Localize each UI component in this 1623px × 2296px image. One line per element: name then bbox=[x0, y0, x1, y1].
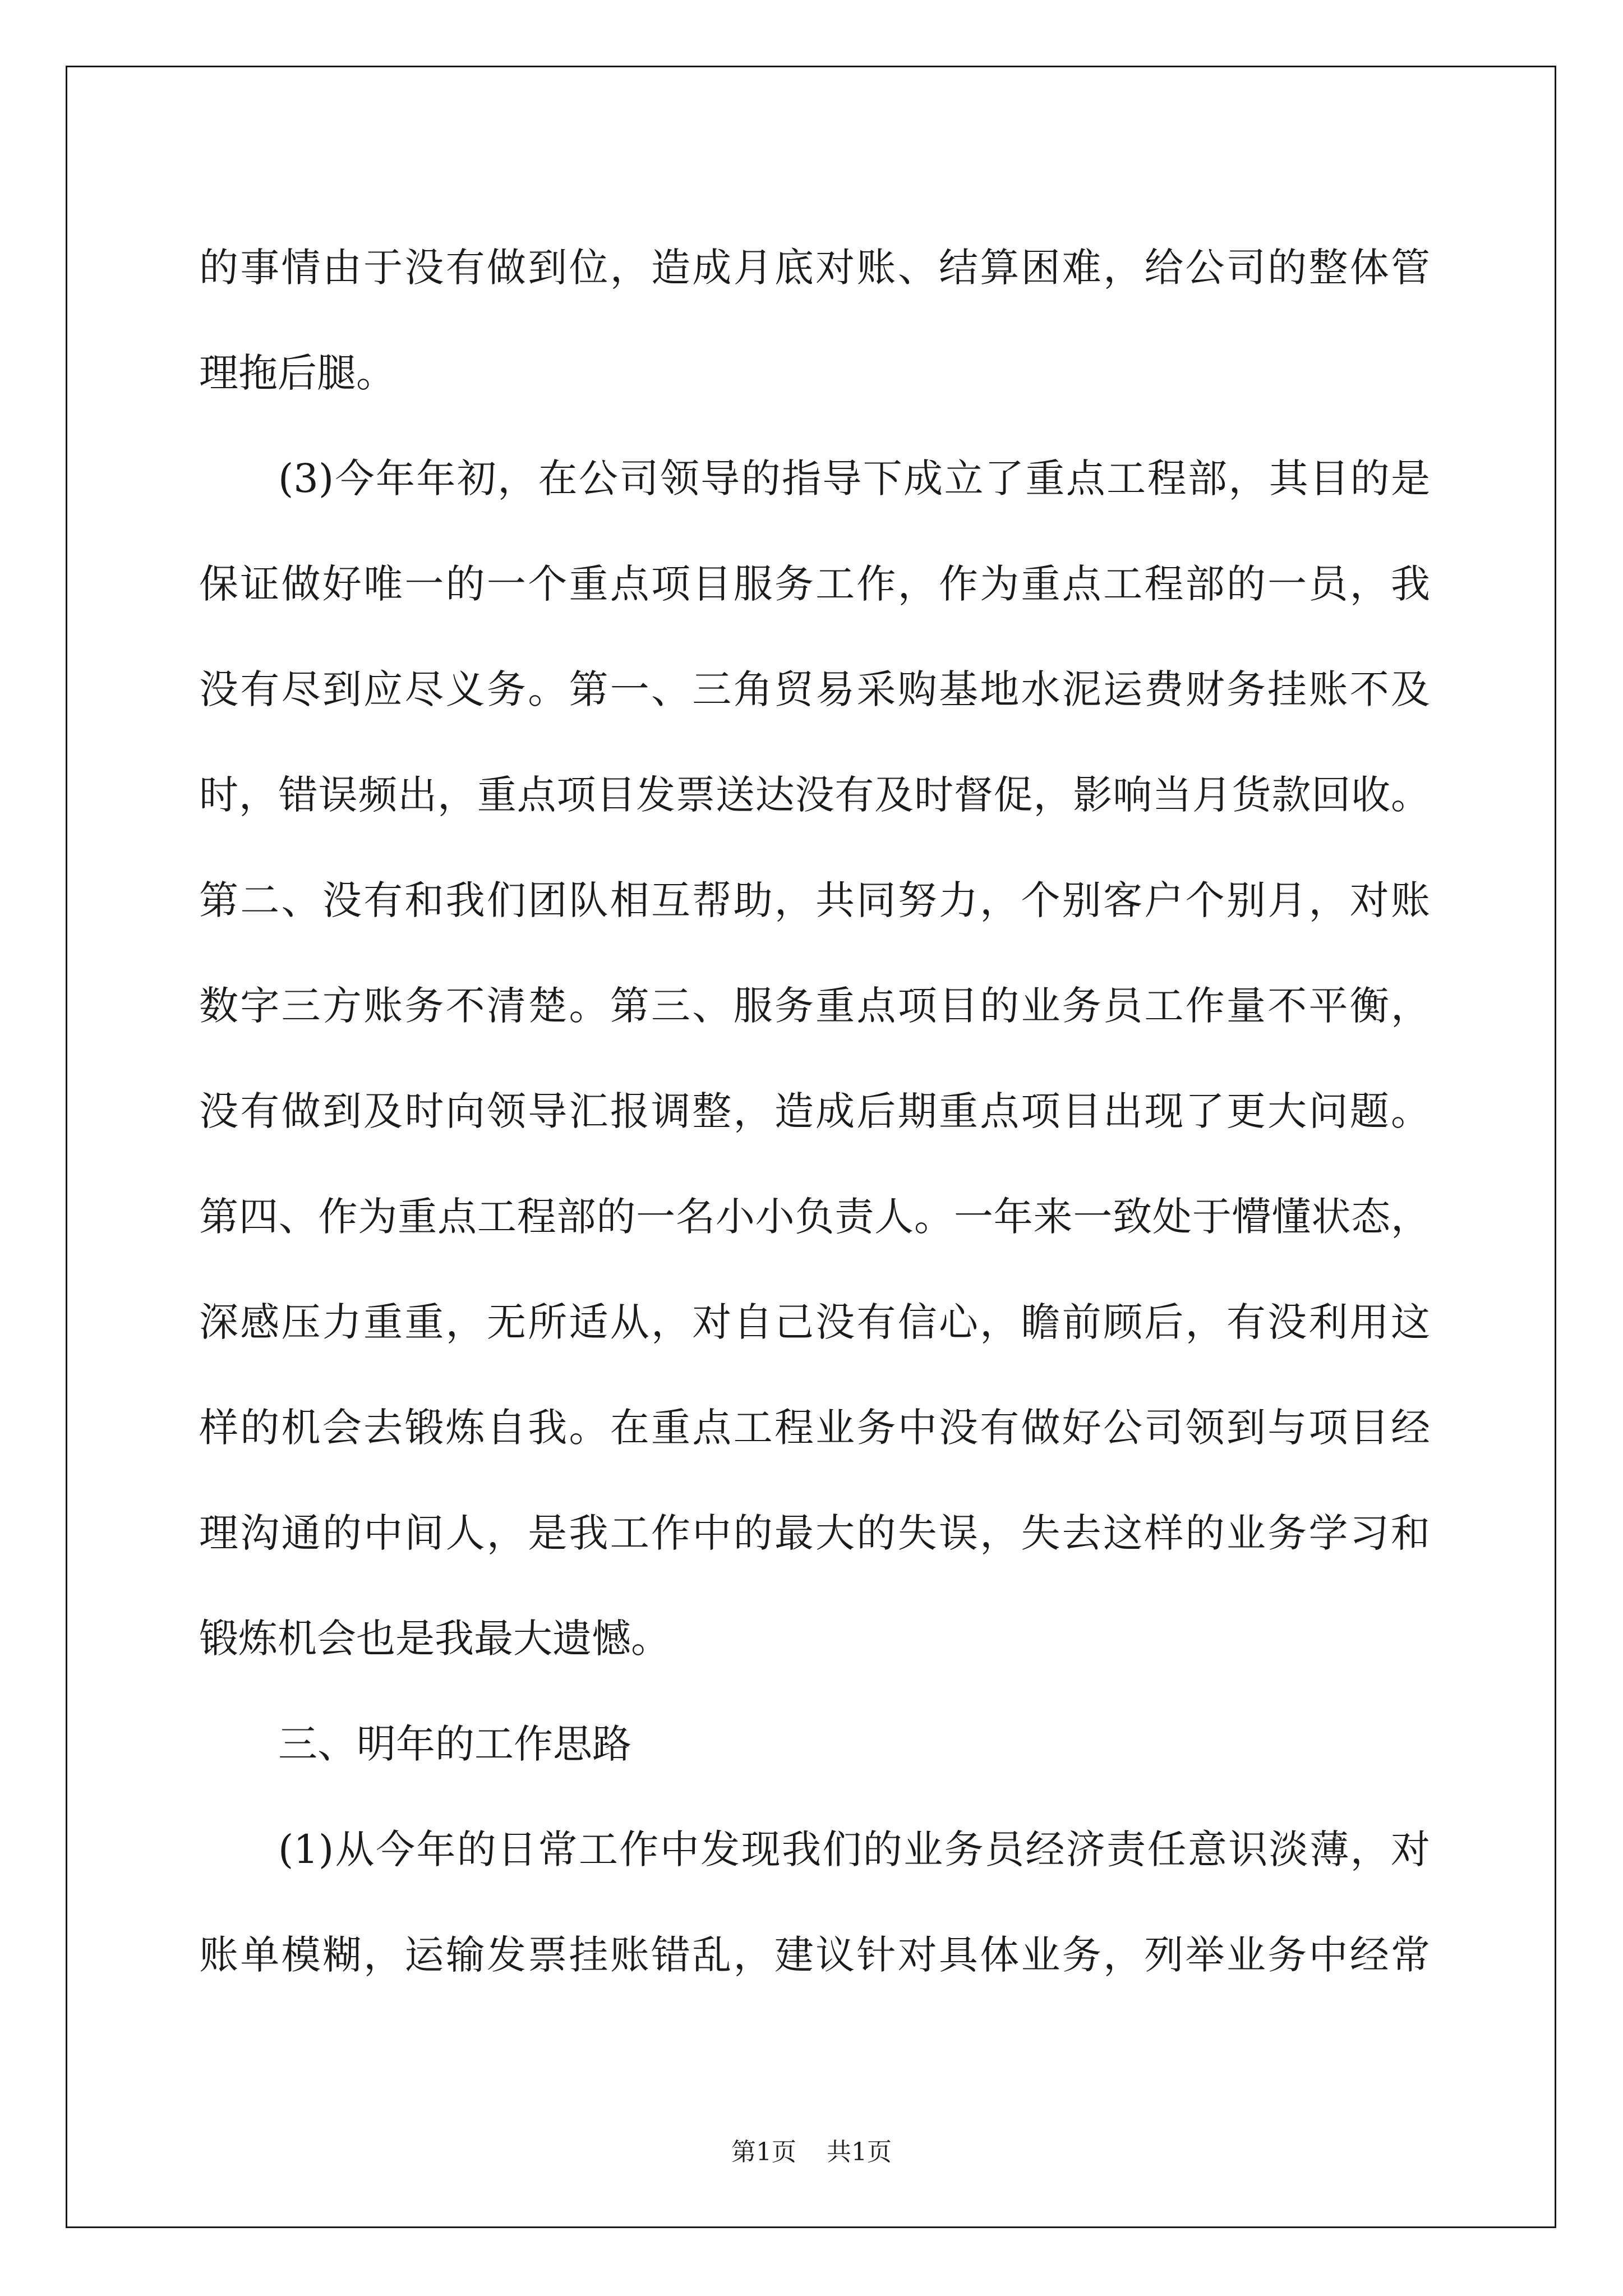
text-line: 数字三方账务不清楚。第三、服务重点项目的业务员工作量不平衡， bbox=[199, 983, 1430, 1029]
text-line: 样的机会去锻炼自我。在重点工程业务中没有做好公司领到与项目经 bbox=[199, 1405, 1430, 1451]
text-line: (1)从今年的日常工作中发现我们的业务员经济责任意识淡薄，对 bbox=[278, 1826, 1430, 1872]
text-line: 账单模糊，运输发票挂账错乱，建议针对具体业务，列举业务中经常 bbox=[199, 1932, 1430, 1978]
page-number: 第1页 bbox=[731, 2138, 796, 2166]
text-line: 的事情由于没有做到位，造成月底对账、结算困难，给公司的整体管 bbox=[199, 245, 1430, 291]
text-line: 深感压力重重，无所适从，对自己没有信心，瞻前顾后，有没利用这 bbox=[199, 1299, 1430, 1345]
page-total: 共1页 bbox=[827, 2138, 892, 2166]
section-heading: 三、明年的工作思路 bbox=[278, 1721, 631, 1767]
text-line: 保证做好唯一的一个重点项目服务工作，作为重点工程部的一员，我 bbox=[199, 561, 1430, 607]
text-line: 没有尽到应尽义务。第一、三角贸易采购基地水泥运费财务挂账不及 bbox=[199, 666, 1430, 712]
document-body bbox=[199, 215, 1430, 2008]
text-line: 时，错误频出，重点项目发票送达没有及时督促，影响当月货款回收。 bbox=[199, 772, 1430, 818]
text-line: 理拖后腿。 bbox=[199, 350, 395, 396]
text-line: 锻炼机会也是我最大遗憾。 bbox=[199, 1616, 670, 1662]
text-line: 第二、没有和我们团队相互帮助，共同努力，个别客户个别月，对账 bbox=[199, 877, 1430, 923]
text-line: 理沟通的中间人，是我工作中的最大的失误，失去这样的业务学习和 bbox=[199, 1510, 1430, 1556]
text-line: 第四、作为重点工程部的一名小小负责人。一年来一致处于懵懂状态， bbox=[199, 1194, 1430, 1240]
page-footer bbox=[0, 2132, 1623, 2168]
text-line: 没有做到及时向领导汇报调整，造成后期重点项目出现了更大问题。 bbox=[199, 1088, 1430, 1134]
text-line: (3)今年年初，在公司领导的指导下成立了重点工程部，其目的是 bbox=[278, 455, 1430, 501]
